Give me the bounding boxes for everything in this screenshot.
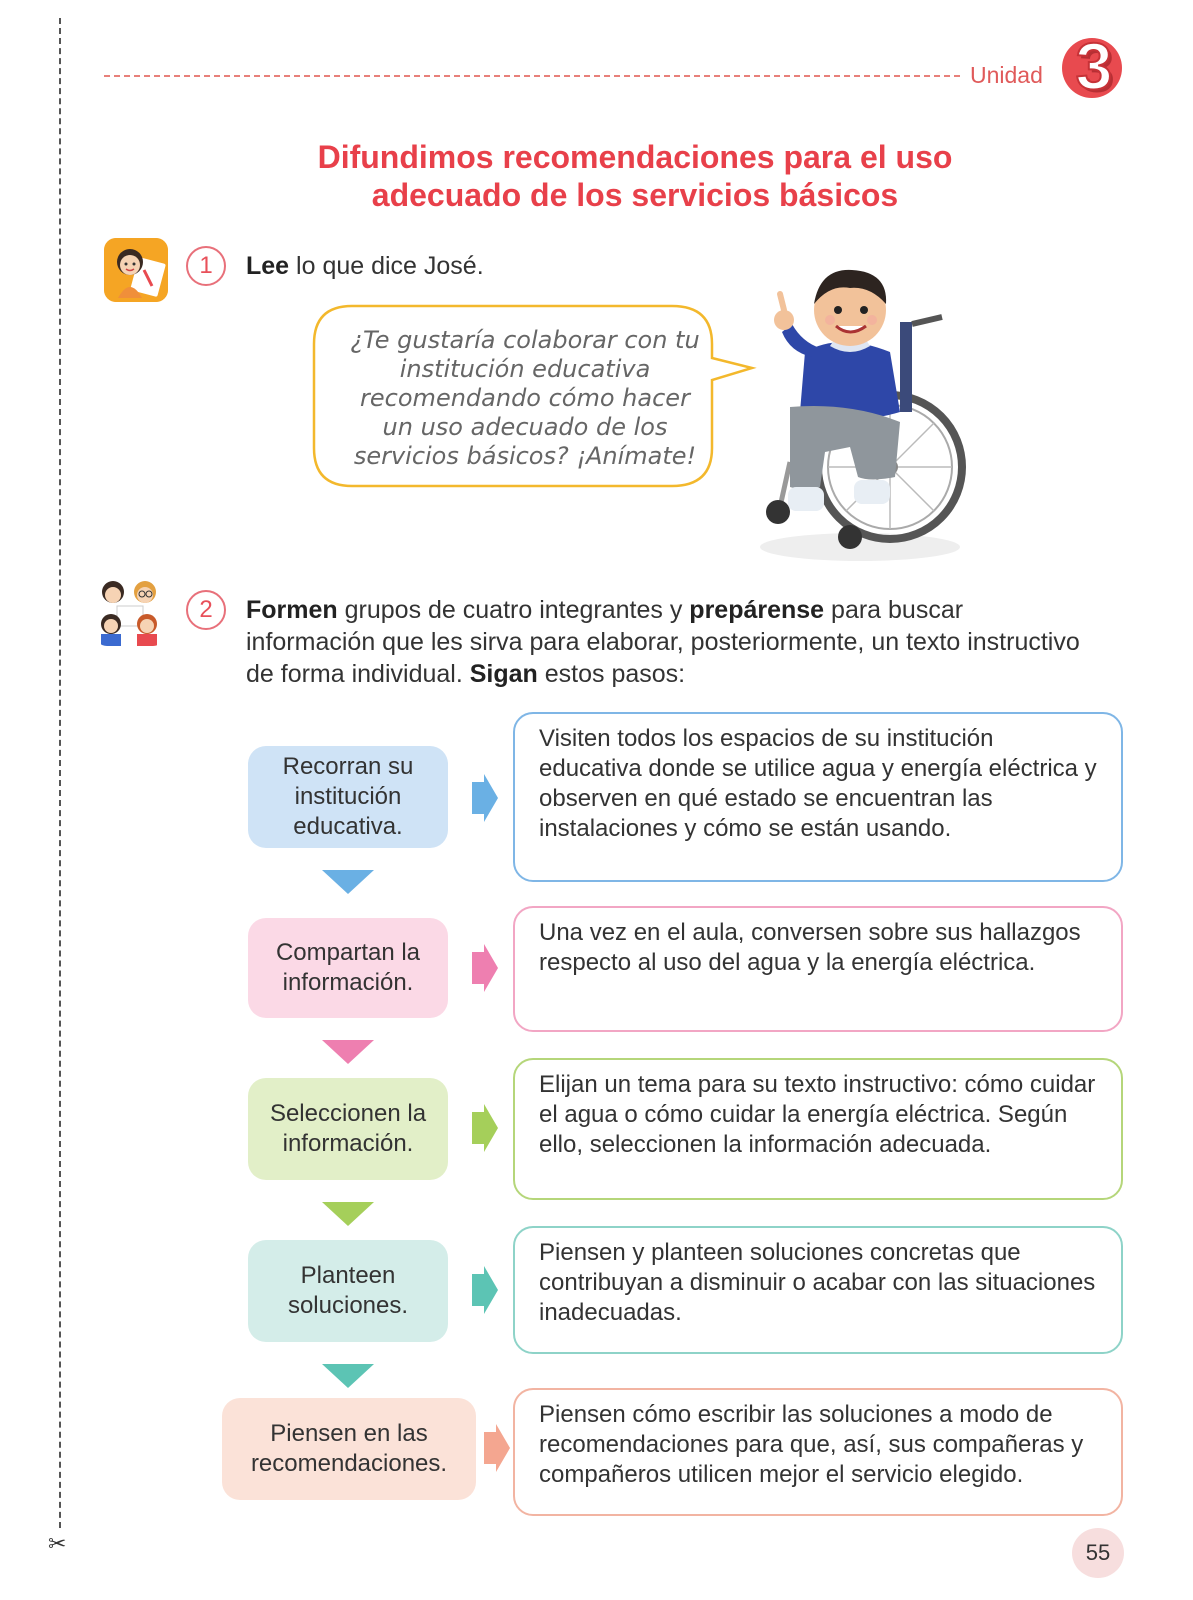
arrow-right-icon bbox=[472, 944, 498, 992]
title-line-2: adecuado de los servicios básicos bbox=[371, 177, 899, 213]
step-label-4: Planteen soluciones. bbox=[248, 1240, 448, 1342]
title-line-1: Difundimos recomendaciones para el uso bbox=[317, 139, 953, 175]
boy-in-wheelchair-illustration bbox=[750, 262, 980, 567]
instruction-2-verb-sigan: Sigan bbox=[469, 660, 538, 688]
instruction-1-verb: Lee bbox=[246, 252, 290, 280]
step-detail-2: Una vez en el aula, conversen sobre sus hallazgos respecto al uso del agua y la energía eléctrica. bbox=[513, 906, 1123, 1032]
page-title bbox=[200, 138, 1070, 214]
student-writing-icon bbox=[104, 238, 168, 302]
arrow-right-icon bbox=[472, 774, 498, 822]
step-label-5: Piensen en las recomendaciones. bbox=[222, 1398, 476, 1500]
instruction-2-verb-formen: Formen bbox=[246, 596, 338, 624]
arrow-down-icon bbox=[322, 1040, 374, 1064]
instruction-1-text: lo que dice José. bbox=[289, 252, 484, 280]
instruction-1 bbox=[246, 250, 484, 282]
group-work-icon bbox=[95, 576, 165, 646]
instruction-2-text-b: para buscar información que les sirva para elaborar, posteriormente, un texto instructivo de forma individual. bbox=[246, 596, 1080, 688]
page-number: 55 bbox=[1072, 1528, 1124, 1578]
step-detail-3: Elijan un tema para su texto instructivo: cómo cuidar el agua o cómo cuidar la energía eléctrica. Según ello, seleccionen la información adecuada. bbox=[513, 1058, 1123, 1200]
instruction-2 bbox=[246, 594, 1096, 690]
step-number-1: 1 bbox=[186, 246, 226, 286]
arrow-down-icon bbox=[322, 870, 374, 894]
step-label-3: Seleccionen la información. bbox=[248, 1078, 448, 1180]
header-divider bbox=[104, 75, 960, 77]
step-detail-1: Visiten todos los espacios de su institución educativa donde se utilice agua y energía eléctrica y observen en qué estado se encuentran las instalaciones y cómo se están usando. bbox=[513, 712, 1123, 882]
instruction-2-text-a: grupos de cuatro integrantes y bbox=[337, 596, 690, 624]
step-number-2: 2 bbox=[186, 590, 226, 630]
scissors-icon: ✂ bbox=[48, 1532, 67, 1557]
instruction-2-text-c: estos pasos: bbox=[537, 660, 686, 688]
step-detail-4: Piensen y planteen soluciones concretas que contribuyan a disminuir o acabar con las situaciones inadecuadas. bbox=[513, 1226, 1123, 1354]
arrow-right-icon bbox=[472, 1266, 498, 1314]
arrow-right-icon bbox=[472, 1104, 498, 1152]
step-detail-5: Piensen cómo escribir las soluciones a modo de recomendaciones para que, así, sus compañeras y compañeros utilicen mejor el servicio elegido. bbox=[513, 1388, 1123, 1516]
step-label-1: Recorran su institución educativa. bbox=[248, 746, 448, 848]
arrow-down-icon bbox=[322, 1202, 374, 1226]
cut-line bbox=[59, 18, 61, 1548]
unit-label: Unidad bbox=[970, 62, 1043, 88]
step-label-2: Compartan la información. bbox=[248, 918, 448, 1018]
speech-text: ¿Te gustaría colaborar con tu institución educativa recomendando cómo hacer un uso adecuado de los servicios básicos? ¡Anímate! bbox=[350, 326, 700, 470]
unit-number: 3 bbox=[1075, 29, 1113, 103]
arrow-right-icon bbox=[484, 1424, 510, 1472]
instruction-2-verb-preparense: prepárense bbox=[689, 596, 825, 624]
arrow-down-icon bbox=[322, 1364, 374, 1388]
